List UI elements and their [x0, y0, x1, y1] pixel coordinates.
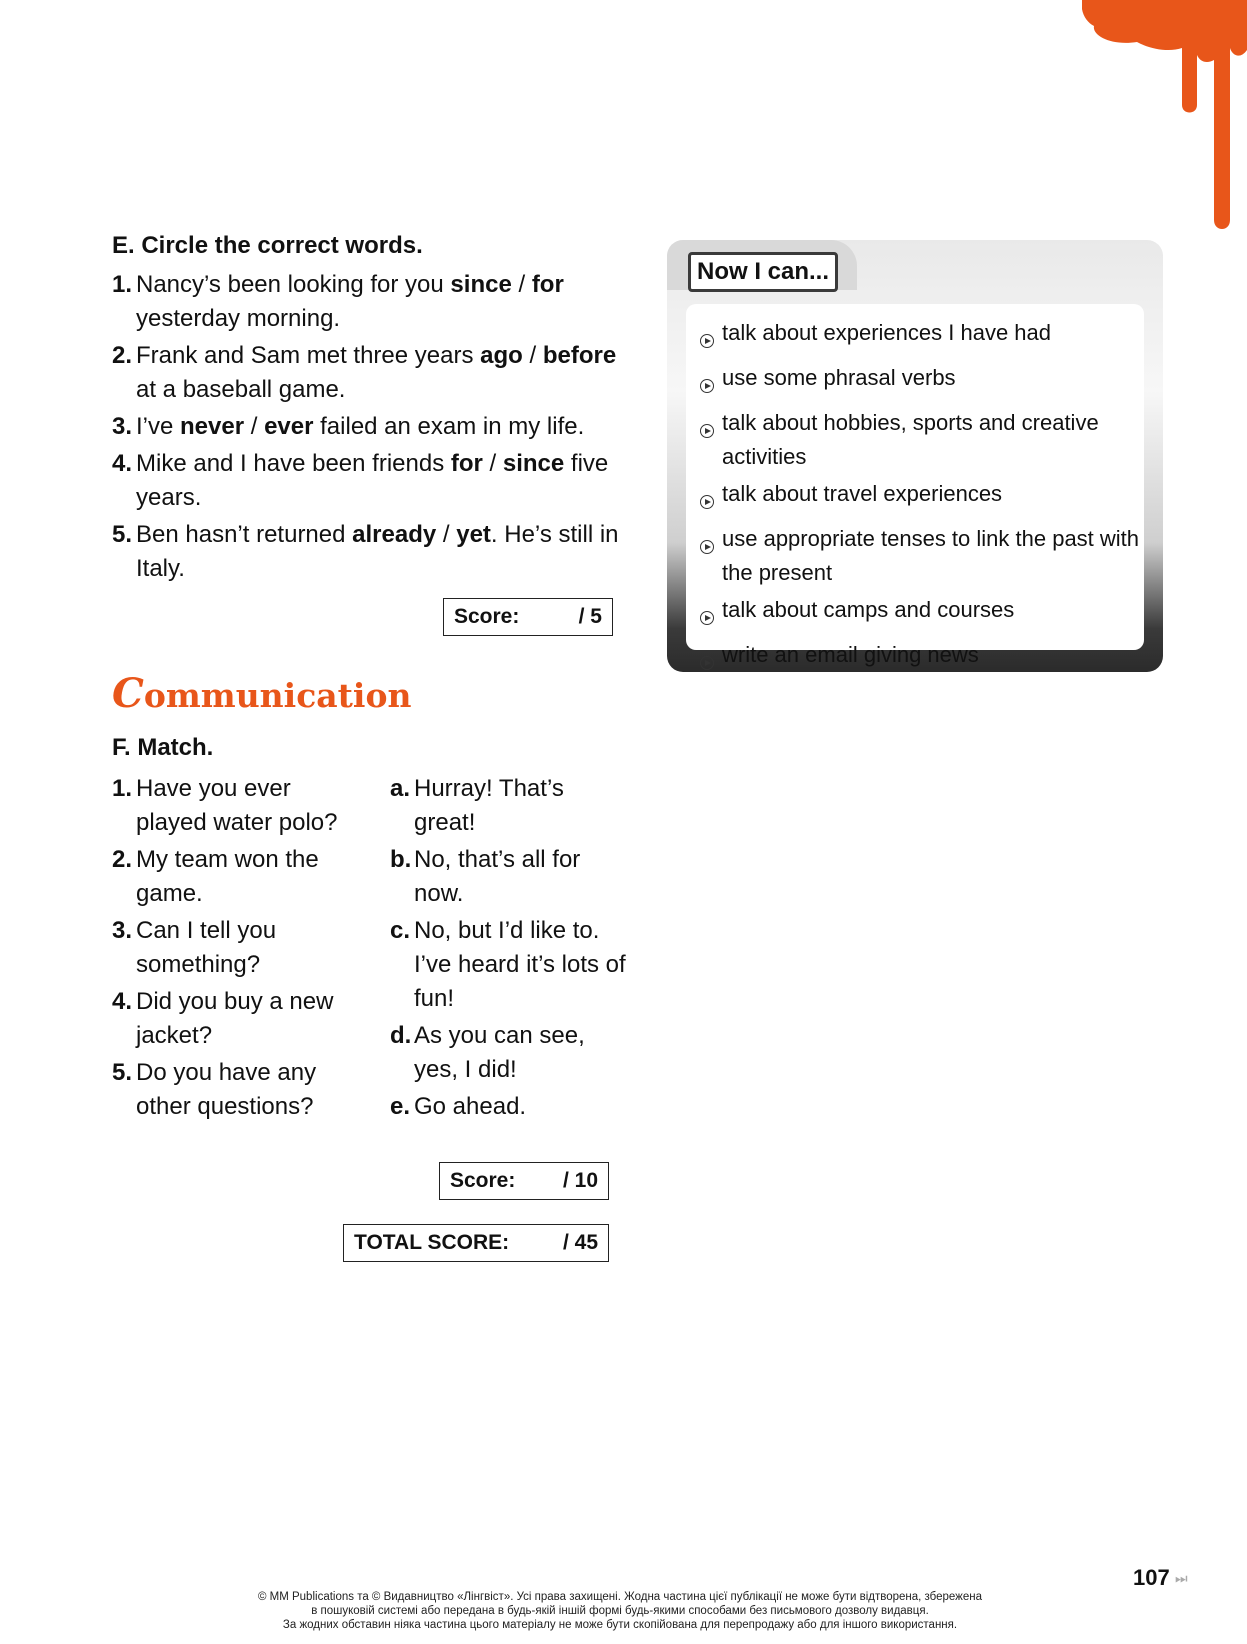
- word-option[interactable]: yet: [456, 521, 491, 548]
- item-text-part: I’ve: [136, 413, 181, 440]
- play-bullet-icon: [700, 593, 722, 635]
- item-text-part: Nancy’s been looking for you: [136, 271, 451, 298]
- exercise-item: [112, 447, 632, 515]
- item-number: 3.: [112, 917, 133, 944]
- score-max: / 5: [578, 605, 602, 628]
- now-i-can-title: Now I can...: [688, 252, 838, 292]
- copyright-footer: [230, 1590, 1010, 1632]
- item-text: [136, 268, 632, 336]
- now-i-can-list: [700, 316, 1140, 683]
- score-label: Score:: [454, 605, 520, 628]
- word-option[interactable]: ever: [264, 413, 314, 440]
- score-max: / 10: [562, 1169, 598, 1192]
- now-i-can-item: [700, 406, 1140, 474]
- match-item: [112, 985, 362, 1053]
- match-item: [390, 1019, 630, 1087]
- match-item: [112, 843, 362, 911]
- exercise-item: [112, 268, 632, 336]
- item-text: Hurray! That’s great!: [414, 775, 564, 836]
- play-bullet-icon: [700, 522, 722, 590]
- section-f-score-box: [439, 1162, 609, 1200]
- item-number: a.: [390, 775, 411, 802]
- item-number: 5.: [112, 521, 133, 548]
- word-option[interactable]: before: [542, 342, 617, 369]
- item-number: 2.: [112, 342, 133, 369]
- item-text: Can I tell you something?: [136, 917, 277, 978]
- page-number: 107: [1133, 1565, 1170, 1590]
- match-answers: [390, 772, 630, 1127]
- paint-splash-decoration: [1082, 0, 1247, 235]
- item-text: [136, 518, 632, 586]
- item-text: [136, 447, 632, 515]
- item-text: Do you have any other questions?: [136, 1059, 317, 1120]
- item-text-part: five years.: [136, 450, 609, 511]
- item-number: 2.: [112, 846, 133, 873]
- item-number: e.: [390, 1093, 411, 1120]
- score-label: Score:: [450, 1169, 516, 1192]
- communication-rest: ommunication: [143, 676, 412, 715]
- word-option[interactable]: ago: [480, 342, 523, 369]
- match-item: [112, 1056, 362, 1124]
- item-number: b.: [390, 846, 412, 873]
- word-option[interactable]: for: [531, 271, 564, 298]
- now-i-can-item: [700, 477, 1140, 519]
- section-e-score-box: [443, 598, 613, 636]
- item-text-part: Mike and I have been friends: [136, 450, 451, 477]
- item-text: As you can see, yes, I did!: [414, 1022, 585, 1083]
- play-bullet-icon: [700, 638, 722, 680]
- item-text-part: /: [511, 271, 532, 298]
- communication-title: [112, 670, 411, 717]
- item-number: 4.: [112, 988, 133, 1015]
- footer-line: в пошуковій системі або передана в будь-якій іншій формі будь-якими способами без письмового дозволу видавця.: [311, 1605, 929, 1617]
- item-text-part: /: [522, 342, 543, 369]
- now-i-can-text: use some phrasal verbs: [722, 365, 956, 390]
- item-text-part: /: [482, 450, 503, 477]
- now-i-can-item: [700, 522, 1140, 590]
- play-bullet-icon: [700, 316, 722, 358]
- match-item: [390, 772, 630, 840]
- match-item: [390, 843, 630, 911]
- item-number: 4.: [112, 450, 133, 477]
- communication-initial: C: [112, 670, 144, 717]
- item-text-part: Frank and Sam met three years: [136, 342, 481, 369]
- item-text: Have you ever played water polo?: [136, 775, 338, 836]
- now-i-can-text: use appropriate tenses to link the past with the present: [722, 526, 1140, 585]
- now-i-can-item: [700, 638, 1140, 680]
- now-i-can-item: [700, 316, 1140, 358]
- item-number: d.: [390, 1022, 412, 1049]
- play-bullet-icon: [700, 477, 722, 519]
- item-number: 5.: [112, 1059, 133, 1086]
- now-i-can-text: talk about experiences I have had: [722, 320, 1052, 345]
- play-bullet-icon: [700, 406, 722, 474]
- item-number: 1.: [112, 775, 133, 802]
- item-text-part: at a baseball game.: [136, 376, 346, 403]
- word-option[interactable]: already: [352, 521, 437, 548]
- item-number: 3.: [112, 413, 133, 440]
- now-i-can-text: talk about hobbies, sports and creative activities: [722, 410, 1099, 469]
- footer-line: © MM Publications та © Видавництво «Лінгвіст». Усі права захищені. Жодна частина цієї публікації не може бути відтворена, збережена: [257, 1591, 983, 1603]
- item-text: No, but I’d like to. I’ve heard it’s lots of fun!: [414, 917, 626, 1012]
- footer-line: За жодних обставин ніяка частина цього матеріалу не може бути скопійована для перепродажу або для іншого використання.: [282, 1619, 958, 1631]
- item-text-part: failed an exam in my life.: [313, 413, 585, 440]
- item-text: Go ahead.: [414, 1093, 527, 1120]
- match-item: [112, 772, 362, 840]
- section-e-heading: E. Circle the correct words.: [112, 232, 423, 259]
- play-bullet-icon: [700, 361, 722, 403]
- item-text: My team won the game.: [136, 846, 319, 907]
- now-i-can-item: [700, 361, 1140, 403]
- exercise-item: [112, 518, 632, 586]
- item-number: c.: [390, 917, 411, 944]
- now-i-can-text: talk about travel experiences: [722, 481, 1003, 506]
- item-number: 1.: [112, 271, 133, 298]
- fast-forward-icon: ⏭: [1175, 1570, 1188, 1586]
- word-option[interactable]: never: [180, 413, 245, 440]
- match-item: [112, 914, 362, 982]
- item-text-part: /: [244, 413, 265, 440]
- total-score-label: TOTAL SCORE:: [354, 1231, 510, 1254]
- total-score-max: / 45: [562, 1231, 598, 1254]
- match-item: [390, 1090, 630, 1124]
- match-questions: [112, 772, 362, 1127]
- item-text: No, that’s all for now.: [414, 846, 581, 907]
- now-i-can-text: write an email giving news: [722, 642, 979, 667]
- word-option[interactable]: since: [502, 450, 565, 477]
- item-text-part: /: [436, 521, 457, 548]
- item-text-part: . He’s still in Italy.: [136, 521, 619, 582]
- match-item: [390, 914, 630, 1016]
- item-text-part: Ben hasn’t returned: [136, 521, 353, 548]
- now-i-can-item: [700, 593, 1140, 635]
- word-option[interactable]: since: [450, 271, 512, 298]
- item-text: Did you buy a new jacket?: [136, 988, 334, 1049]
- exercise-item: [112, 339, 632, 407]
- word-option[interactable]: for: [450, 450, 483, 477]
- total-score-box: [343, 1224, 609, 1262]
- item-text: [136, 410, 632, 444]
- item-text: [136, 339, 632, 407]
- item-text-part: yesterday morning.: [136, 305, 341, 332]
- now-i-can-text: talk about camps and courses: [722, 597, 1015, 622]
- exercise-item: [112, 410, 632, 444]
- section-e-list: [112, 268, 632, 589]
- section-f-heading: F. Match.: [112, 734, 214, 761]
